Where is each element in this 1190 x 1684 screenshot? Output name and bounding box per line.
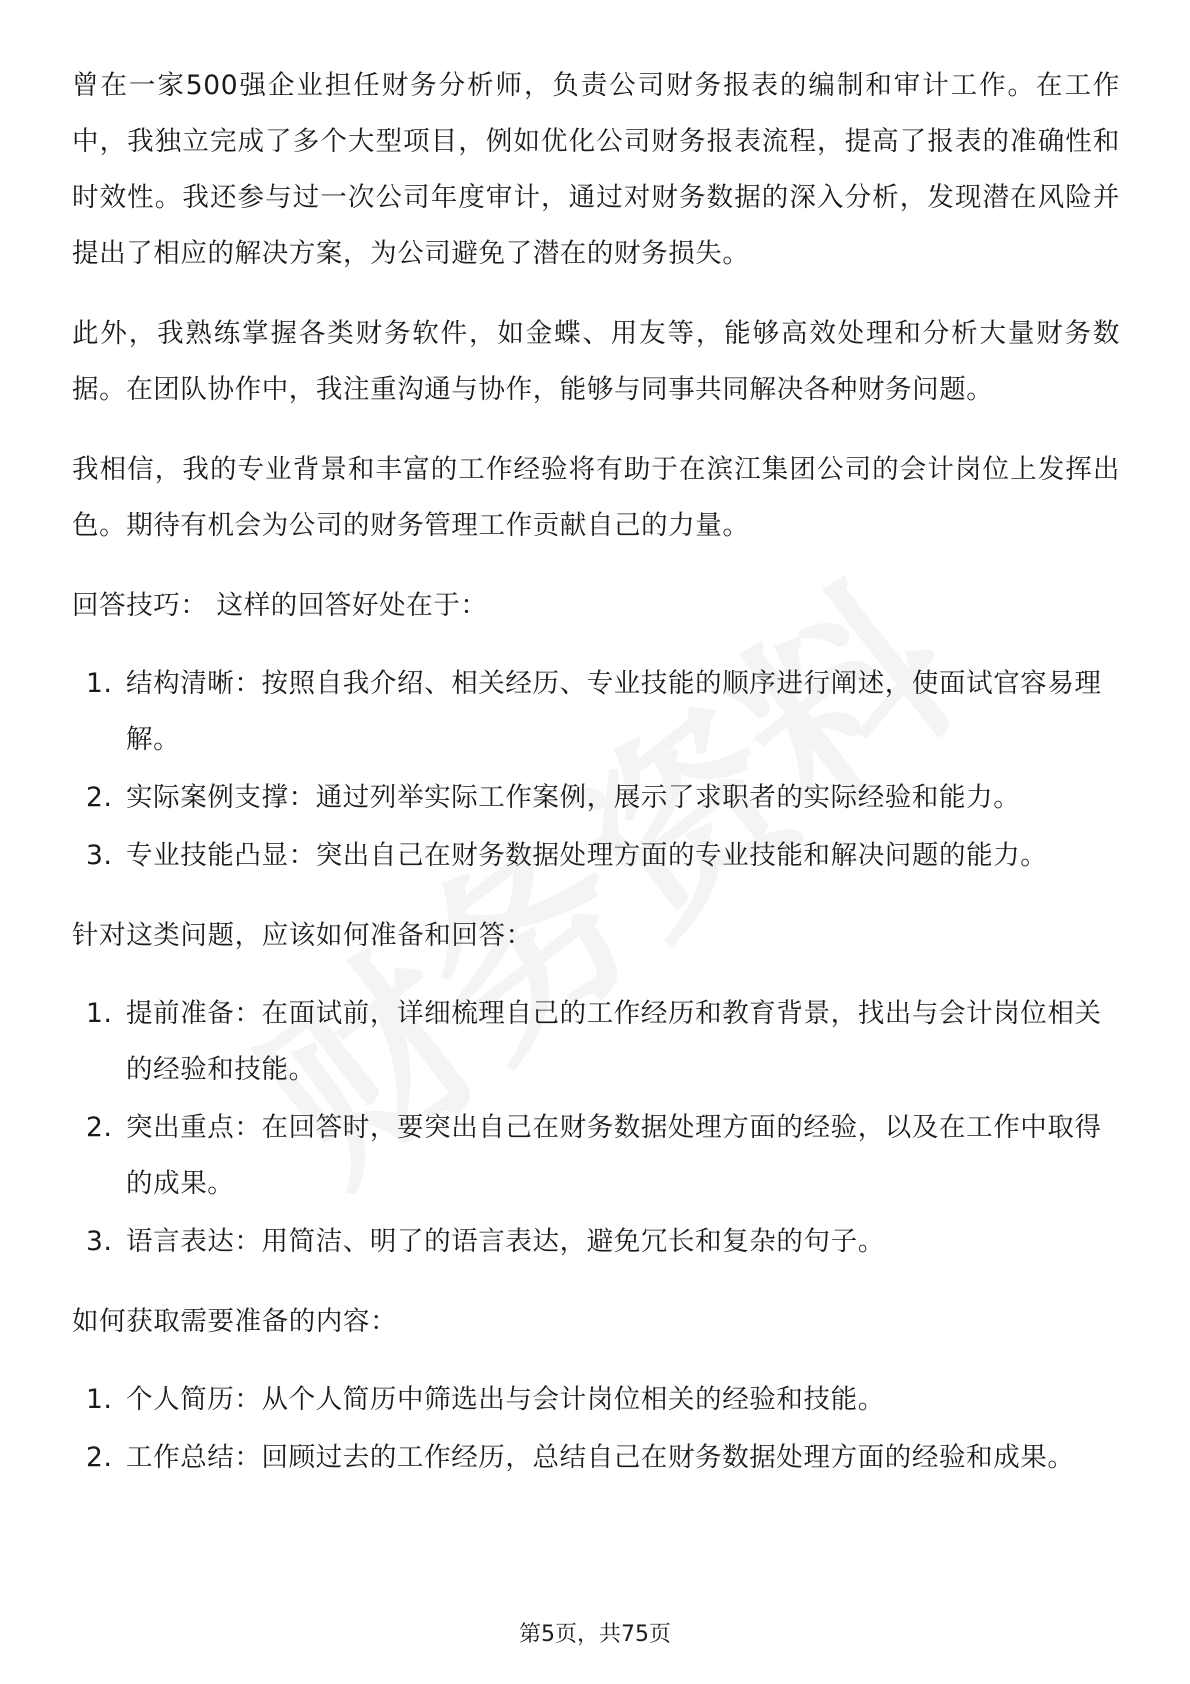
list-item-text: 突出重点：在回答时，要突出自己在财务数据处理方面的经验，以及在工作中取得的成果。 [126,1112,1102,1199]
list-number: 3. [86,1226,113,1257]
paragraph-experience: 曾在一家500强企业担任财务分析师，负责公司财务报表的编制和审计工作。在工作中，我独立完成了多个大型项目，例如优化公司财务报表流程，提高了报表的准确性和时效性。我还参与过一次公司年度审计，通过对财务数据的深入分析，发现潜在风险并提出了相应的解决方案，为公司避免了潜在的财务损失。 [72,70,1120,269]
list-item-text: 工作总结：回顾过去的工作经历，总结自己在财务数据处理方面的经验和成果。 [126,1442,1075,1473]
prepare-list [72,986,1120,1270]
list-number: 1. [86,668,113,699]
section-heading-prepare: 针对这类问题，应该如何准备和回答： [72,920,533,951]
document-page [72,58,1120,1510]
paragraph-closing: 我相信，我的专业背景和丰富的工作经验将有助于在滨江集团公司的会计岗位上发挥出色。期待有机会为公司的财务管理工作贡献自己的力量。 [72,454,1120,541]
list-item [72,656,1120,768]
list-item [72,1214,1120,1270]
section-heading-tips: 回答技巧： 这样的回答好处在于： [72,590,488,621]
list-item [72,1372,1120,1428]
section-heading-content: 如何获取需要准备的内容： [72,1306,398,1337]
list-number: 1. [86,998,113,1029]
list-item-text: 提前准备：在面试前，详细梳理自己的工作经历和教育背景，找出与会计岗位相关的经验和技能。 [126,998,1102,1085]
list-number: 1. [86,1384,113,1415]
list-item [72,828,1120,884]
list-item-text: 个人简历：从个人简历中筛选出与会计岗位相关的经验和技能。 [126,1384,885,1415]
list-item [72,1430,1120,1486]
page-number-footer: 第5页，共75页 [519,1622,671,1647]
list-number: 2. [86,1112,113,1143]
tips-list [72,656,1120,884]
list-number: 2. [86,1442,113,1473]
list-item [72,770,1120,826]
list-number: 2. [86,782,113,813]
list-item-text: 语言表达：用简洁、明了的语言表达，避免冗长和复杂的句子。 [126,1226,885,1257]
list-item [72,1100,1120,1212]
content-list [72,1372,1120,1486]
list-item-text: 实际案例支撑：通过列举实际工作案例，展示了求职者的实际经验和能力。 [126,782,1021,813]
paragraph-skills: 此外，我熟练掌握各类财务软件，如金蝶、用友等，能够高效处理和分析大量财务数据。在团队协作中，我注重沟通与协作，能够与同事共同解决各种财务问题。 [72,318,1120,405]
list-number: 3. [86,840,113,871]
list-item-text: 专业技能凸显：突出自己在财务数据处理方面的专业技能和解决问题的能力。 [126,840,1048,871]
list-item-text: 结构清晰：按照自我介绍、相关经历、专业技能的顺序进行阐述，使面试官容易理解。 [126,668,1102,755]
list-item [72,986,1120,1098]
